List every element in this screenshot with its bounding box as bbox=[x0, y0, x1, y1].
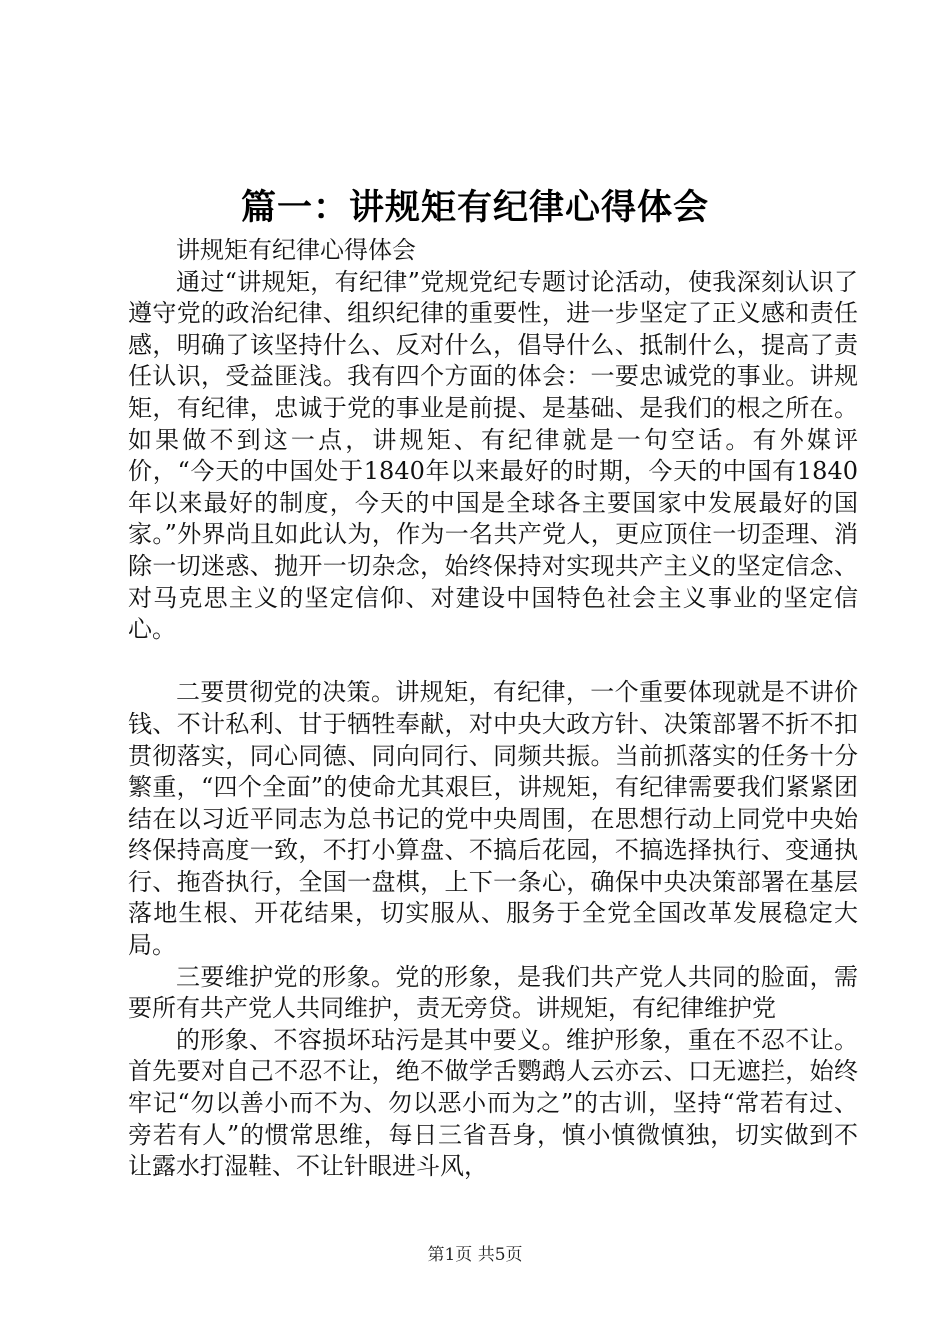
paragraph-intro: 通过“讲规矩，有纪律”党规党纪专题讨论活动，使我深刻认识了遵守党的政治纪律、组织纪律的重要性，进一步坚定了正义感和责任感，明确了该坚持什么、反对什么，倡导什么、抵制什么，提高了责任认识，受益匪浅。我有四个方面的体会：一要忠诚党的事业。讲规矩，有纪律，忠诚于党的事业是前提、是基础、是我们的根之所在。如果做不到这一点，讲规矩、有纪律就是一句空话。有外媒评价，“今天的中国处于1840年以来最好的时期，今天的中国有1840年以来最好的制度，今天的中国是全球各主要国家中发展最好的国家。”外界尚且如此认为，作为一名共产党人，更应顶住一切歪理、消除一切迷惑、抛开一切杂念，始终保持对实现共产主义的坚定信念、对马克思主义的坚定信仰、对建设中国特色社会主义事业的坚定信心。 bbox=[128, 267, 858, 644]
paragraph-point-three-continued: 的形象、不容损坏玷污是其中要义。维护形象，重在不忍不让。首先要对自己不忍不让，绝不做学舌鹦鹉人云亦云、口无遮拦，始终牢记“勿以善小而不为、勿以恶小而为之”的古训，坚持“常若有过、旁若有人”的惯常思维，每日三省吾身，慎小慎微慎独，切实做到不让露水打湿鞋、不让针眼进斗风， bbox=[128, 1025, 858, 1181]
paragraph-point-two: 二要贯彻党的决策。讲规矩，有纪律，一个重要体现就是不讲价钱、不计私利、甘于牺牲奉献，对中央大政方针、决策部署不折不扣贯彻落实，同心同德、同向同行、同频共振。当前抓落实的任务十分繁重，“四个全面”的使命尤其艰巨，讲规矩，有纪律需要我们紧紧团结在以习近平同志为总书记的党中央周围，在思想行动上同党中央始终保持高度一致，不打小算盘、不搞后花园，不搞选择执行、变通执行、拖沓执行，全国一盘棋，上下一条心，确保中央决策部署在基层落地生根、开花结果，切实服从、服务于全党全国改革发展稳定大局。 bbox=[128, 678, 858, 960]
document-body bbox=[128, 235, 858, 1183]
paragraph-point-three: 三要维护党的形象。党的形象，是我们共产党人共同的脸面，需要所有共产党人共同维护，责无旁贷。讲规矩，有纪律维护党 bbox=[128, 962, 858, 1023]
paragraph-subtitle: 讲规矩有纪律心得体会 bbox=[176, 236, 416, 264]
page-footer: 第1页 共5页 bbox=[427, 1245, 523, 1265]
document-title: 篇一：讲规矩有纪律心得体会 bbox=[240, 187, 709, 228]
